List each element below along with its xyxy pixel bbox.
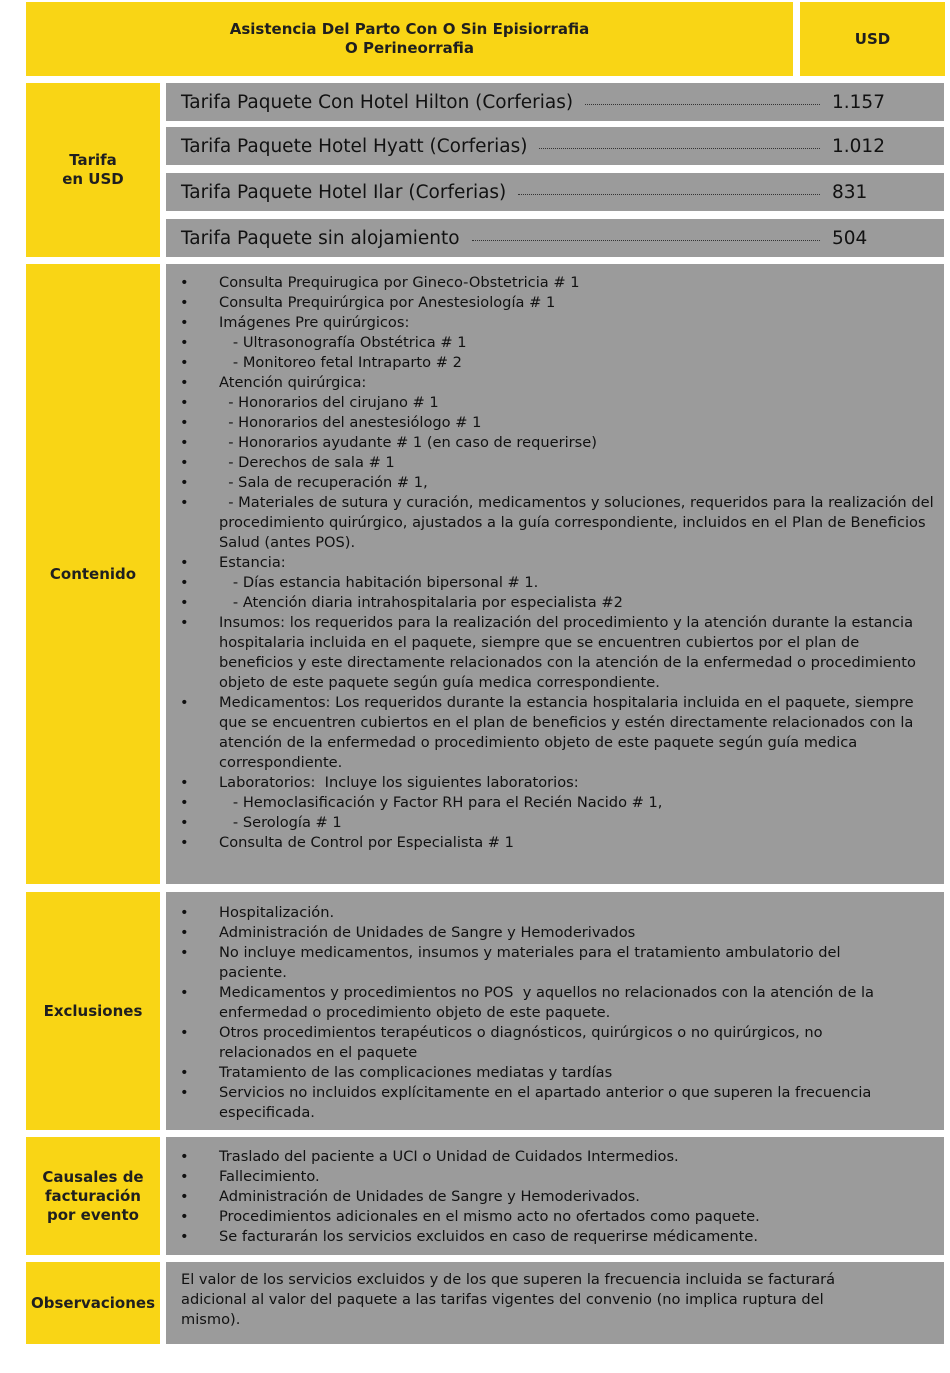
causales-panel [166,1137,944,1255]
tarifa-label [26,83,160,257]
list-item: • - Monitoreo fetal Intraparto # 2 [166,353,936,373]
list-item: • Consulta Prequirugica por Gineco-Obstetricia # 1 [166,273,936,293]
price-row-sin-alojamiento [166,219,944,257]
observaciones-panel [166,1262,944,1344]
list-item: • - Honorarios del cirujano # 1 [166,393,936,413]
causales-list [166,1147,904,1247]
package-title-line1: Asistencia Del Parto Con O Sin Episiorrafia [229,20,590,38]
price-row-ilar [166,173,944,211]
list-item: • - Honorarios del anestesiólogo # 1 [166,413,936,433]
list-item: • - Sala de recuperación # 1, [166,473,936,493]
price-row-value: 831 [832,181,868,203]
causales-label-line2: facturación [45,1186,141,1205]
contenido-label: Contenido [26,264,160,884]
price-row-label: Tarifa Paquete sin alojamiento [181,227,460,249]
list-item: • - Serología # 1 [166,813,936,833]
tarifa-label-line2: en USD [62,170,124,188]
causales-label-line3: por evento [47,1205,139,1224]
exclusiones-label: Exclusiones [26,892,160,1130]
price-row-value: 1.157 [832,91,885,113]
list-item: • Imágenes Pre quirúrgicos: [166,313,936,333]
list-item: • Consulta de Control por Especialista # 1 [166,833,936,853]
list-item: • - Atención diaria intrahospitalaria por especialista #2 [166,593,936,613]
dot-leader [518,194,820,195]
price-row-label: Tarifa Paquete Hotel Ilar (Corferias) [181,181,507,203]
list-item: • - Derechos de sala # 1 [166,453,936,473]
price-row-value: 1.012 [832,135,885,157]
list-item: • Se facturarán los servicios excluidos en caso de requerirse médicamente. [166,1227,904,1247]
exclusiones-list [166,903,904,1123]
list-item: • - Materiales de sutura y curación, medicamentos y soluciones, requeridos para la realización del procedimiento quirúrgico, ajustados a la guía correspondiente, incluidos en el Plan de Beneficios Salud (antes POS). [166,493,936,553]
list-item: • Insumos: los requeridos para la realización del procedimiento y la atención durante la estancia hospitalaria incluida en el paquete, siempre que se encuentren cubiertos por el plan de beneficios y este directamente relacionados con la atención de la enfermedad o procedimiento objeto de este paquete según guía medica correspondiente. [166,613,936,693]
package-title-line2: O Perineorrafia [345,39,474,57]
dot-leader [539,148,820,149]
dot-leader [472,240,820,241]
dot-leader [585,104,820,105]
causales-label-line1: Causales de [42,1167,144,1186]
list-item: • Atención quirúrgica: [166,373,936,393]
exclusiones-panel [166,892,944,1130]
list-item: • - Hemoclasificación y Factor RH para el Recién Nacido # 1, [166,793,936,813]
list-item: • Administración de Unidades de Sangre y Hemoderivados. [166,1187,904,1207]
list-item: • Administración de Unidades de Sangre y Hemoderivados [166,923,904,943]
list-item: • Otros procedimientos terapéuticos o diagnósticos, quirúrgicos o no quirúrgicos, no relacionados en el paquete [166,1023,904,1063]
price-row-value: 504 [832,227,868,249]
price-row-hyatt [166,127,944,165]
list-item: • Servicios no incluidos explícitamente en el apartado anterior o que superen la frecuencia especificada. [166,1083,904,1123]
currency-header: USD [800,2,945,76]
list-item: • Hospitalización. [166,903,904,923]
observaciones-label: Observaciones [26,1262,160,1344]
list-item: • Procedimientos adicionales en el mismo acto no ofertados como paquete. [166,1207,904,1227]
list-item: • Consulta Prequirúrgica por Anestesiología # 1 [166,293,936,313]
list-item: • Medicamentos: Los requeridos durante la estancia hospitalaria incluida en el paquete, siempre que se encuentren cubiertos en el plan de beneficios y estén directamente relacionados con la atención de la enfermedad o procedimiento objeto de este paquete según guía medica correspondiente. [166,693,936,773]
list-item: • No incluye medicamentos, insumos y materiales para el tratamiento ambulatorio del paciente. [166,943,904,983]
list-item: • - Ultrasonografía Obstétrica # 1 [166,333,936,353]
list-item: • Traslado del paciente a UCI o Unidad de Cuidados Intermedios. [166,1147,904,1167]
package-title [26,2,793,76]
list-item: • Estancia: [166,553,936,573]
price-row-label: Tarifa Paquete Con Hotel Hilton (Corferias) [181,91,574,113]
observaciones-text: El valor de los servicios excluidos y de los que superen la frecuencia incluida se facturará adicional al valor del paquete a las tarifas vigentes del convenio (no implica ruptura del mismo). [181,1271,836,1328]
price-row-label: Tarifa Paquete Hotel Hyatt (Corferias) [181,135,528,157]
list-item: • - Honorarios ayudante # 1 (en caso de requerirse) [166,433,936,453]
list-item: • Medicamentos y procedimientos no POS y aquellos no relacionados con la atención de la enfermedad o procedimiento objeto de este paquete. [166,983,904,1023]
tarifa-label-line1: Tarifa [69,151,117,169]
list-item: • - Días estancia habitación bipersonal # 1. [166,573,936,593]
list-item: • Laboratorios: Incluye los siguientes laboratorios: [166,773,936,793]
price-row-hilton [166,83,944,121]
contenido-panel [166,264,944,884]
contenido-list [166,273,939,853]
causales-label [26,1137,160,1255]
list-item: • Fallecimiento. [166,1167,904,1187]
list-item: • Tratamiento de las complicaciones mediatas y tardías [166,1063,904,1083]
